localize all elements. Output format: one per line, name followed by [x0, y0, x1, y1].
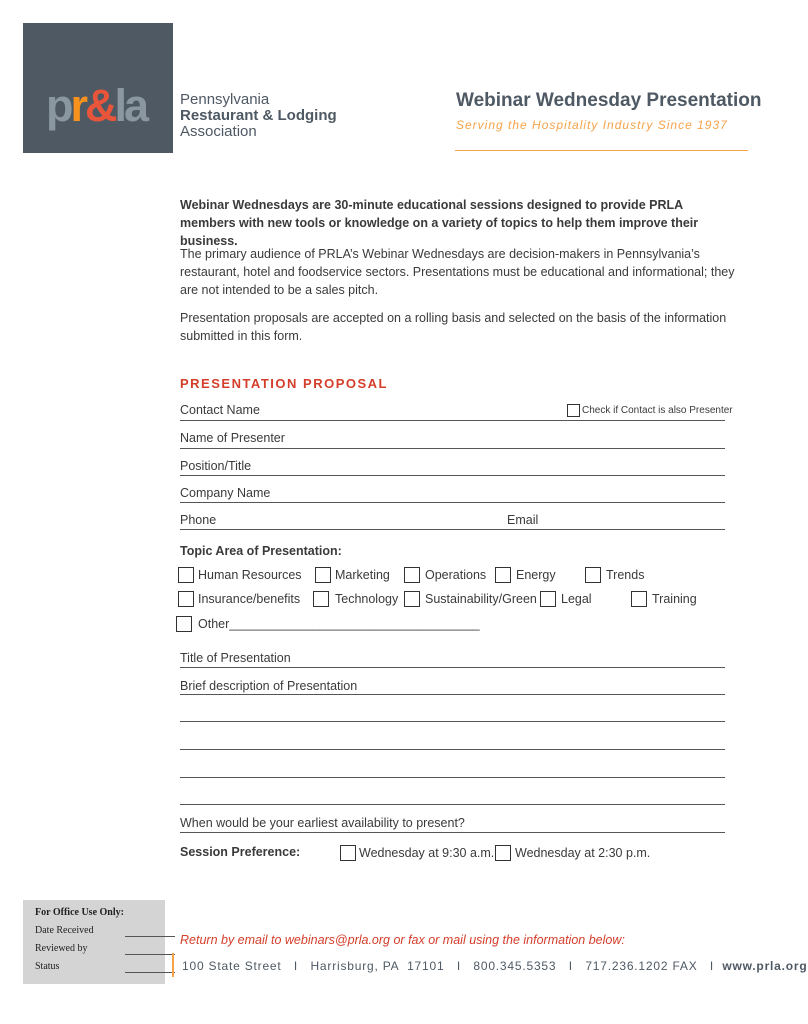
session-930-label: Wednesday at 9:30 a.m. — [359, 846, 495, 860]
description-line-2[interactable] — [180, 721, 725, 722]
topic-marketing-label: Marketing — [335, 568, 390, 582]
presenter-name-field[interactable] — [180, 448, 725, 449]
presentation-title-field[interactable] — [180, 667, 725, 668]
org-name-line3: Association — [180, 123, 257, 140]
status-field[interactable] — [125, 972, 175, 973]
description-line-3[interactable] — [180, 749, 725, 750]
section-title: PRESENTATION PROPOSAL — [180, 376, 388, 391]
return-instructions: Return by email to webinars@prla.org or fax or mail using the information below: — [180, 933, 625, 947]
org-name — [180, 92, 337, 140]
topic-marketing-checkbox[interactable] — [315, 567, 331, 583]
topic-other-field[interactable]: Other____________________________________ — [198, 617, 480, 631]
topic-training-label: Training — [652, 592, 697, 606]
contact-name-field[interactable] — [180, 420, 725, 421]
title-divider — [455, 150, 748, 151]
description-line-4[interactable] — [180, 777, 725, 778]
topic-training-checkbox[interactable] — [631, 591, 647, 607]
intro-proposals: Presentation proposals are accepted on a rolling basis and selected on the basis of the information submitted in this form. — [180, 311, 727, 343]
website-link[interactable]: www.prla.org — [722, 959, 808, 973]
topic-human-resources-checkbox[interactable] — [178, 567, 194, 583]
presenter-name-label: Name of Presenter — [180, 431, 285, 445]
session-230-checkbox[interactable] — [495, 845, 511, 861]
phone-email-field[interactable] — [180, 529, 725, 530]
topic-technology-label: Technology — [335, 592, 399, 606]
date-received-label: Date Received — [35, 925, 94, 936]
office-use-title: For Office Use Only: — [35, 907, 124, 918]
session-preference-label: Session Preference: — [180, 845, 301, 859]
intro-summary: Webinar Wednesdays are 30-minute educational sessions designed to provide PRLA members with new tools or knowledge on a variety of topics to help them improve their business. — [180, 198, 699, 248]
company-name-field[interactable] — [180, 502, 725, 503]
org-name-line2: Restaurant & Lodging — [180, 107, 337, 124]
contact-is-presenter-checkbox[interactable] — [567, 404, 580, 417]
topic-insurance-label: Insurance/benefits — [198, 592, 301, 606]
company-name-label: Company Name — [180, 486, 271, 500]
position-title-label: Position/Title — [180, 459, 252, 473]
intro-audience: The primary audience of PRLA’s Webinar Wednesdays are decision-makers in Pennsylvania’s restaurant, hotel and foodservice sectors. Presentations must be educational and informational; they are not intended to be a sales pitch. — [180, 247, 735, 297]
prla-logo: pr&la — [46, 80, 147, 131]
topic-other-checkbox[interactable] — [176, 616, 192, 632]
org-name-line1: Pennsylvania — [180, 91, 270, 108]
presentation-title-label: Title of Presentation — [180, 651, 291, 665]
phone-label: Phone — [180, 513, 217, 527]
contact-address — [182, 959, 808, 973]
topic-trends-label: Trends — [606, 568, 645, 582]
topic-energy-checkbox[interactable] — [495, 567, 511, 583]
reviewed-by-label: Reviewed by — [35, 943, 88, 954]
topic-sustainability-label: Sustainability/Green — [425, 592, 537, 606]
topic-insurance-checkbox[interactable] — [178, 591, 194, 607]
topic-area-label: Topic Area of Presentation: — [180, 544, 342, 558]
topic-human-resources-label: Human Resources — [198, 568, 302, 582]
topic-trends-checkbox[interactable] — [585, 567, 601, 583]
session-930-checkbox[interactable] — [340, 845, 356, 861]
address-accent-bar — [172, 953, 174, 977]
topic-sustainability-checkbox[interactable] — [404, 591, 420, 607]
date-received-field[interactable] — [125, 936, 175, 937]
reviewed-by-field[interactable] — [125, 954, 175, 955]
page-title: Webinar Wednesday Presentation — [456, 90, 762, 111]
address-text: 100 State Street I Harrisburg, PA 17101 I 800.345.5353 I 717.236.1202 FAX I — [182, 959, 723, 973]
description-line-5[interactable] — [180, 804, 725, 805]
position-title-field[interactable] — [180, 475, 725, 476]
session-230-label: Wednesday at 2:30 p.m. — [515, 846, 651, 860]
topic-operations-checkbox[interactable] — [404, 567, 420, 583]
topic-technology-checkbox[interactable] — [313, 591, 329, 607]
topic-energy-label: Energy — [516, 568, 556, 582]
status-label: Status — [35, 961, 60, 972]
tagline: Serving the Hospitality Industry Since 1937 — [456, 118, 728, 132]
description-label: Brief description of Presentation — [180, 679, 358, 693]
topic-legal-label: Legal — [561, 592, 592, 606]
availability-field[interactable] — [180, 832, 725, 833]
description-line-1[interactable] — [180, 694, 725, 695]
contact-is-presenter-label: Check if Contact is also Presenter — [582, 405, 733, 416]
topic-operations-label: Operations — [425, 568, 487, 582]
contact-name-label: Contact Name — [180, 403, 260, 417]
availability-label: When would be your earliest availability to present? — [180, 816, 465, 830]
office-use-box — [23, 900, 165, 984]
email-label: Email — [507, 513, 539, 527]
topic-legal-checkbox[interactable] — [540, 591, 556, 607]
